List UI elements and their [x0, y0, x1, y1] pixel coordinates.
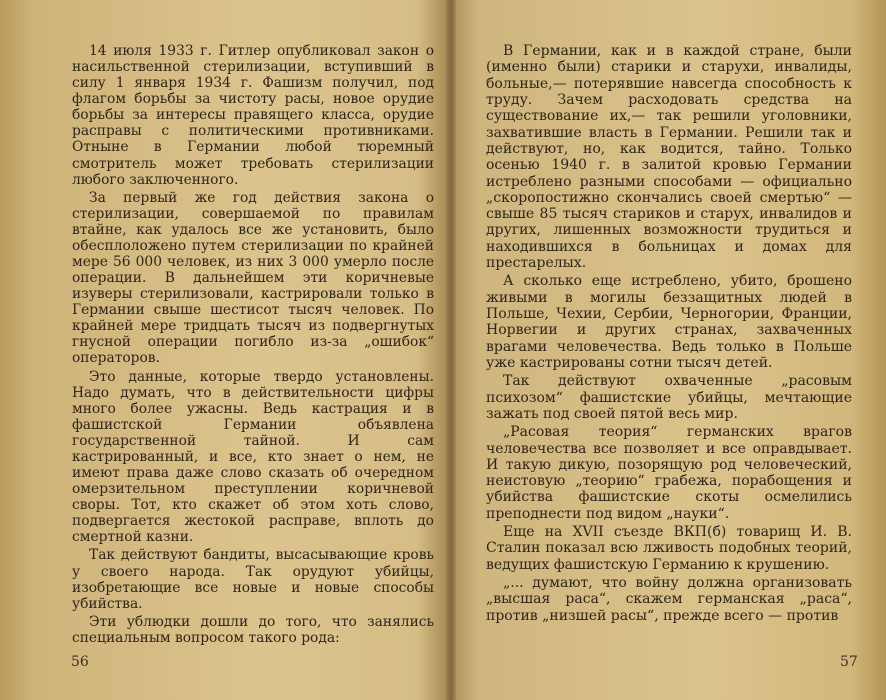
paragraph: А сколько еще истреблено, убито, брошено живыми в могилы беззащитных людей в Польше, Чехии, Сербии, Черногории, Франции, Норвегии и других странах, захваченных врагами человечества. Ведь только в Польше уже кастрированы сотни тысяч детей.	[486, 273, 852, 371]
right-page	[448, 0, 886, 700]
paragraph: Это данные, которые твердо установлены. Надо думать, что в действительности цифры много более ужасны. Ведь кастрация и в фашистской Германии объявлена государственной тайной. И сам кастрированный, и все, кто знает о нем, не имеют права даже слово сказать об очередном омерзительном преступлении коричневой своры. Тот, кто скажет об этом хоть слово, подвергается жестокой расправе, вплоть до смертной казни.	[72, 368, 434, 546]
paragraph: Еще на XVII съезде ВКП(б) товарищ И. В. Сталин показал всю лживость подобных теорий, ведущих фашистскую Германию к крушению.	[486, 524, 852, 573]
paragraph: „... думают, что войну должна организовать „высшая раса“, скажем германская „раса“, против „низшей расы“, прежде всего — против	[486, 575, 852, 624]
paragraph: За первый же год действия закона о стерилизации, совершаемой по правилам втайне, как удалось все же установить, было обесплоложено путем стерилизации по крайней мере 56 000 человек, из них 3 000 умерло после операции. В дальнейшем эти коричневые изуверы стерилизовали, кастрировали только в Германии свыше шестисот тысяч человек. По крайней мере тридцать тысяч из подвергнутых гнусной операции погибло из-за „ошибок“ операторов.	[72, 189, 434, 367]
right-page-text	[486, 43, 852, 626]
paragraph: Так действуют охваченные „расовым психозом“ фашистские убийцы, мечтающие зажать под своей пятой весь мир.	[486, 373, 852, 422]
left-page-text	[72, 43, 434, 648]
paragraph: В Германии, как и в каждой стране, были (именно были) старики и старухи, инвалиды, больные,— потерявшие навсегда способность к труду. Зачем расходовать средства на существование их,— так решили уголовники, захватившие власть в Германии. Решили так и действуют, но, как водится, тайно. Только осенью 1940 г. в залитой кровью Германии истреблено разными способами — официально „скоропостижно скончались своей смертью“ — свыше 85 тысяч стариков и старух, инвалидов и других, лишенных возможности трудиться и находившихся в больницах и домах для престарелых.	[486, 43, 852, 272]
page-number: 57	[840, 654, 858, 670]
page-number: 56	[71, 654, 89, 670]
paragraph: Так действуют бандиты, высасывающие кровь у своего народа. Так орудуют убийцы, изобретающие все новые и новые способы убийства.	[72, 547, 434, 612]
paragraph: „Расовая теория“ германских врагов человечества все позволяет и все оправдывает. И такую дикую, позорящую род человеческий, неистовую „теорию“ грабежа, порабощения и убийства фашистские скоты осмелились преподнести под видом „науки“.	[486, 424, 852, 522]
paragraph: Эти ублюдки дошли до того, что занялись специальным вопросом такого рода:	[72, 613, 434, 646]
paragraph: 14 июля 1933 г. Гитлер опубликовал закон о насильственной стерилизации, вступивший в силу 1 января 1934 г. Фашизм получил, под флагом борьбы за чистоту расы, новое орудие борьбы за интересы правящего класса, орудие расправы с политическими противниками. Отныне в Германии любой тюремный смотритель может требовать стерилизации любого заключенного.	[72, 43, 434, 188]
